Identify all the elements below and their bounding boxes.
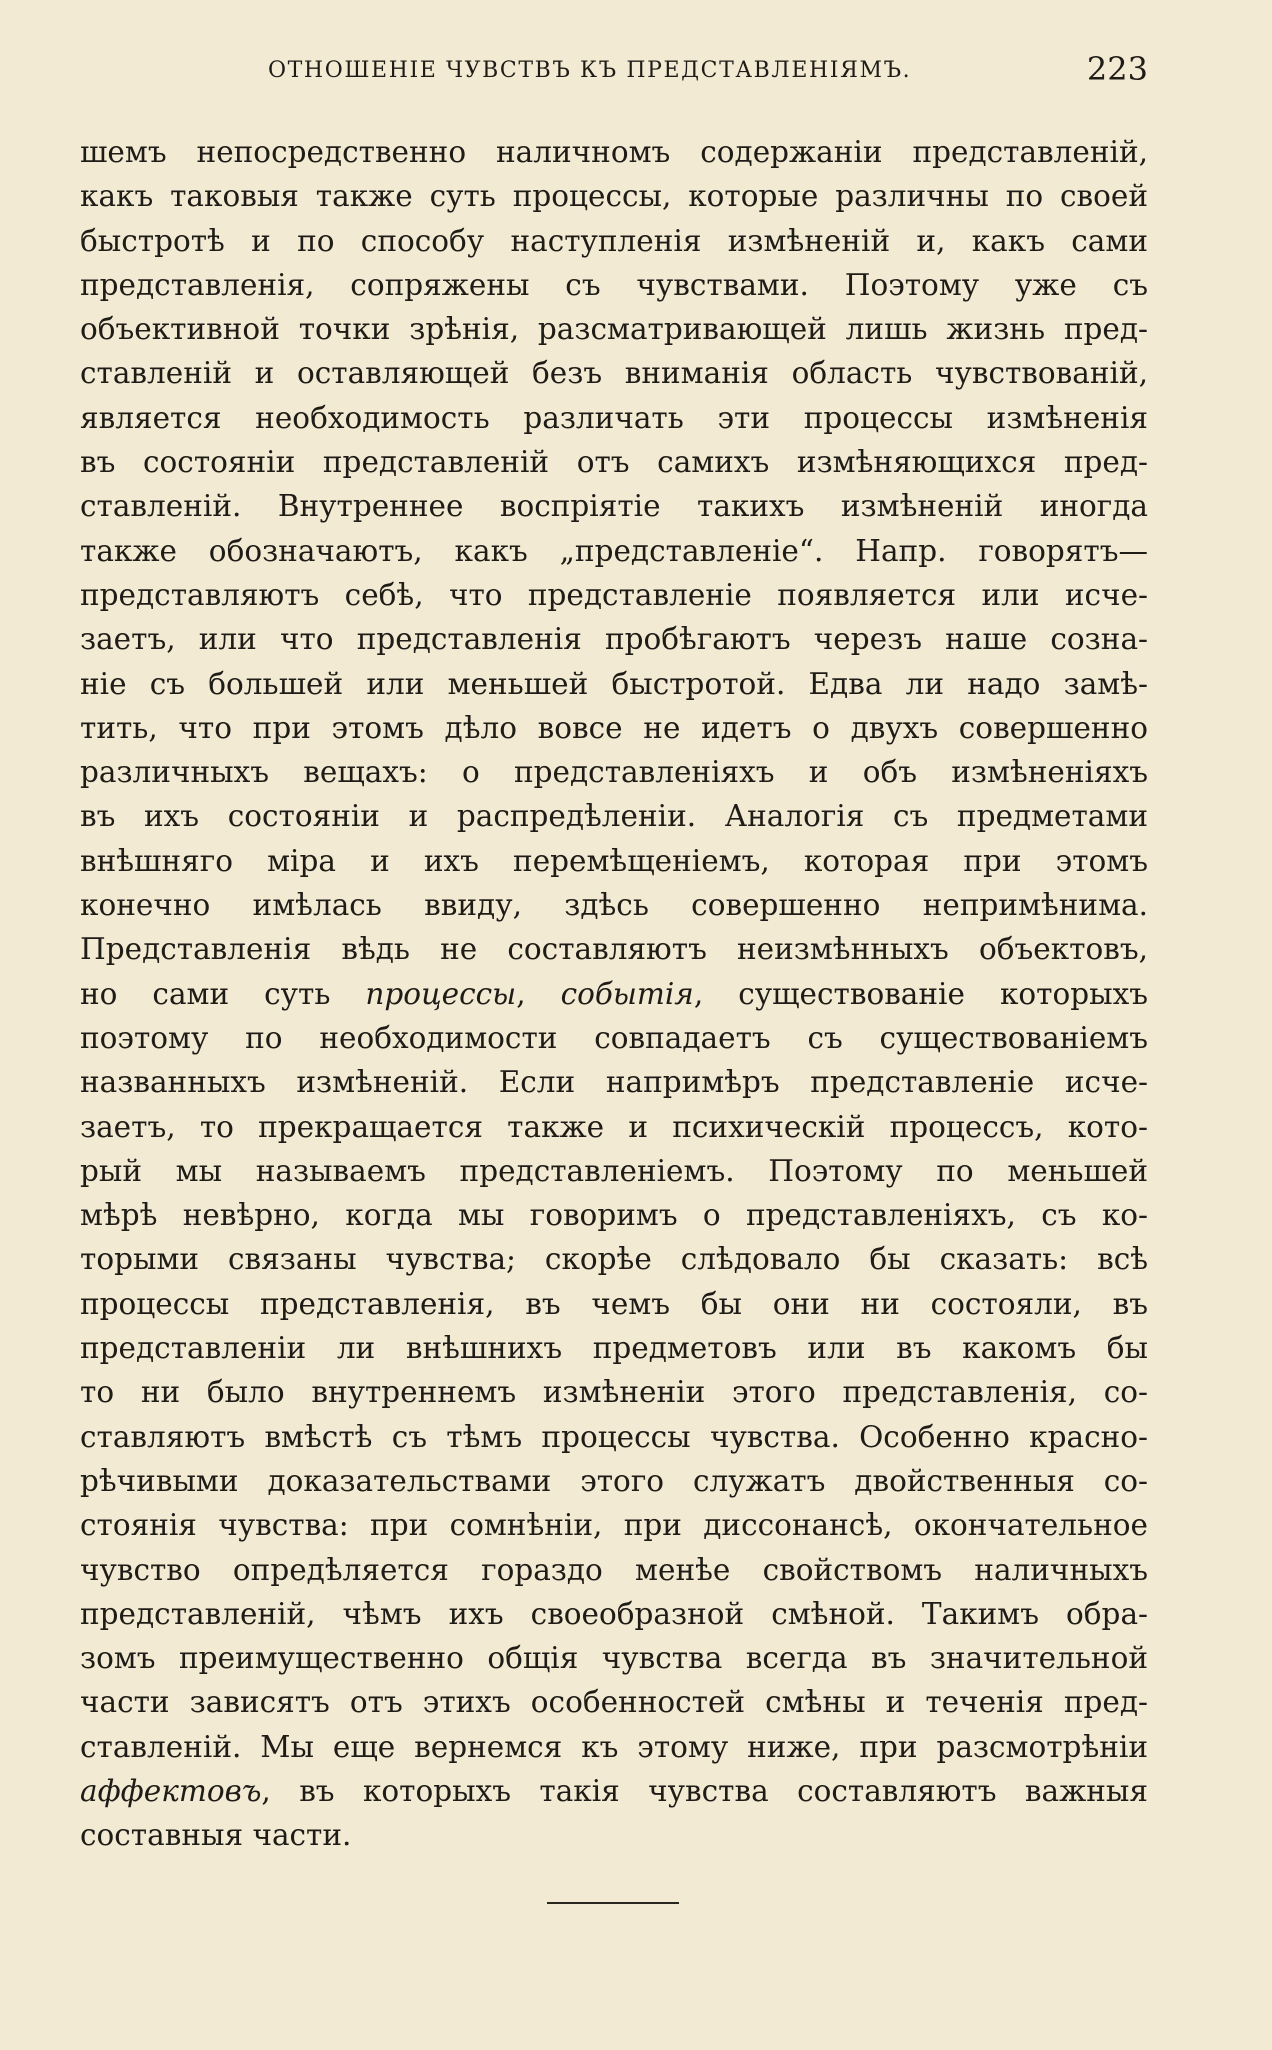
text-line: мѣрѣ невѣрно, когда мы говоримъ о представленіяхъ, съ ко- [80,1198,1148,1233]
text-run: , существованіе которыхъ [693,976,1148,1011]
text-run: но сами суть [80,976,366,1011]
text-line-with-emphasis [80,972,1148,1016]
text-line: рѣчивыми доказательствами этого служатъ двойственныя со- [80,1463,1148,1498]
text-line: является необходимость различать эти процессы измѣненія [80,400,1148,435]
section-end-rule [547,1902,679,1904]
text-line: заетъ, или что представленія пробѣгаютъ черезъ наше созна- [80,622,1148,657]
text-line: части зависятъ отъ этихъ особенностей смѣны и теченія пред- [80,1685,1148,1720]
text-line: представленія, сопряжены съ чувствами. Поэтому уже съ [80,267,1148,302]
text-line: ставленій. Внутреннее воспріятіе такихъ измѣненій иногда [80,489,1148,524]
text-line: ніе съ большей или меньшей быстротой. Едва ли надо замѣ- [80,666,1148,701]
text-line: чувство опредѣляется гораздо менѣе свойствомъ наличныхъ [80,1552,1148,1587]
text-run: , [516,976,561,1011]
text-line: какъ таковыя также суть процессы, которые различны по своей [80,179,1148,214]
text-line: рый мы называемъ представленіемъ. Поэтому по меньшей [80,1153,1148,1188]
text-line: также обозначаютъ, какъ „представленіе“. Напр. говорятъ— [80,533,1148,568]
text-line: представляютъ себѣ, что представленіе появляется или исче- [80,577,1148,612]
text-line: процессы представленія, въ чемъ бы они ни состояли, въ [80,1286,1148,1321]
text-line: стоянія чувства: при сомнѣніи, при диссонансѣ, окончательное [80,1508,1148,1543]
text-line: заетъ, то прекращается также и психическій процессъ, кото- [80,1109,1148,1144]
running-head: ОТНОШЕНІЕ ЧУВСТВЪ КЪ ПРЕДСТАВЛЕНІЯМЪ. [268,58,912,83]
text-line: ставляютъ вмѣстѣ съ тѣмъ процессы чувства. Особенно красно- [80,1419,1148,1454]
text-line: представленіи ли внѣшнихъ предметовъ или въ какомъ бы [80,1331,1148,1366]
page-number: 223 [1086,50,1148,88]
text-line: конечно имѣлась ввиду, здѣсь совершенно непримѣнима. [80,888,1148,923]
text-line: Представленія вѣдь не составляютъ неизмѣнныхъ объектовъ, [80,932,1148,967]
text-line: тить, что при этомъ дѣло вовсе не идетъ о двухъ совершенно [80,710,1148,745]
text-line: торыми связаны чувства; скорѣе слѣдовало бы сказать: всѣ [80,1242,1148,1277]
text-line: поэтому по необходимости совпадаетъ съ существованіемъ [80,1020,1148,1055]
text-line: въ ихъ состояніи и распредѣленіи. Аналогія съ предметами [80,799,1148,834]
emphasis-text: процессы [365,976,517,1011]
text-line: ставленій и оставляющей безъ вниманія область чувствованій, [80,356,1148,391]
text-line: быстротѣ и по способу наступленія измѣненій и, какъ сами [80,223,1148,258]
text-line-with-emphasis [80,1769,1148,1813]
text-line: ставленій. Мы еще вернемся къ этому ниже, при разсмотрѣніи [80,1729,1148,1764]
text-line: различныхъ вещахъ: о представленіяхъ и объ измѣненіяхъ [80,755,1148,790]
text-line: то ни было внутреннемъ измѣненіи этого представленія, со- [80,1375,1148,1410]
emphasis-text: аффектовъ [80,1773,262,1808]
text-line: зомъ преимущественно общія чувства всегда въ значительной [80,1641,1148,1676]
text-line: названныхъ измѣненій. Если напримѣръ представленіе исче- [80,1065,1148,1100]
emphasis-text: событія [560,976,694,1011]
text-line: составныя части. [80,1818,352,1853]
text-line: въ состояніи представленій отъ самихъ измѣняющихся пред- [80,445,1148,480]
text-line: шемъ непосредственно наличномъ содержаніи представленій, [80,135,1148,169]
text-line: представленій, чѣмъ ихъ своеобразной смѣной. Такимъ обра- [80,1596,1148,1631]
text-line: внѣшняго міра и ихъ перемѣщеніемъ, которая при этомъ [80,843,1148,878]
text-line: объективной точки зрѣнія, разсматривающей лишь жизнь пред- [80,312,1148,347]
body-text [80,130,1148,1858]
text-run: , въ которыхъ такія чувства составляютъ важныя [261,1773,1148,1808]
